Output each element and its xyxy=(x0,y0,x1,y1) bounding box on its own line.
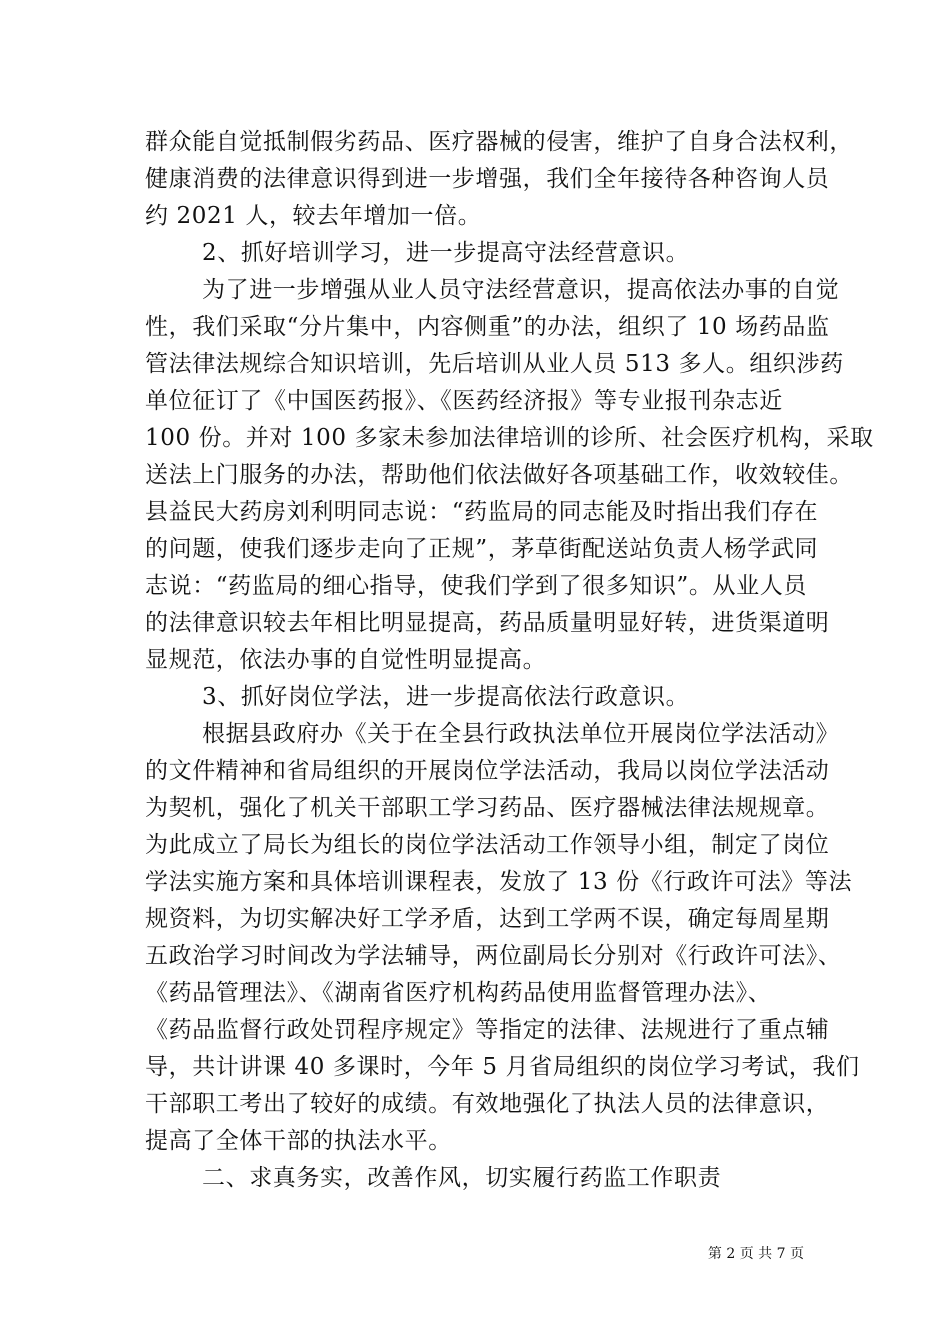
text-line: 约 2021 人，较去年增加一倍。 xyxy=(145,203,482,229)
text-line: 管法律法规综合知识培训，先后培训从业人员 513 多人。组织涉药 xyxy=(145,351,844,377)
text-line: 干部职工考出了较好的成绩。有效地强化了执法人员的法律意识， xyxy=(145,1091,830,1117)
text-line: 学法实施方案和具体培训课程表，发放了 13 份《行政许可法》等法 xyxy=(145,869,853,895)
text-line: 《药品监督行政处罚程序规定》等指定的法律、法规进行了重点辅 xyxy=(145,1017,830,1043)
text-line: 群众能自觉抵制假劣药品、医疗器械的侵害，维护了自身合法权利， xyxy=(145,129,853,155)
text-line: 健康消费的法律意识得到进一步增强，我们全年接待各种咨询人员 xyxy=(145,166,830,192)
text-line: 送法上门服务的办法，帮助他们依法做好各项基础工作，收效较佳。 xyxy=(145,462,853,488)
text-line: 志说：“药监局的细心指导，使我们学到了很多知识”。从业人员 xyxy=(145,573,807,599)
document-body xyxy=(145,124,874,1197)
text-line: 的法律意识较去年相比明显提高，药品质量明显好转，进货渠道明 xyxy=(145,610,830,636)
text-line: 3、抓好岗位学法，进一步提高依法行政意识。 xyxy=(202,684,690,710)
text-line: 导，共计讲课 40 多课时，今年 5 月省局组织的岗位学习考试，我们 xyxy=(145,1054,860,1080)
text-line: 《药品管理法》、《湖南省医疗机构药品使用监督管理办法》、 xyxy=(145,980,772,1006)
text-line: 的文件精神和省局组织的开展岗位学法活动，我局以岗位学法活动 xyxy=(145,758,830,784)
text-line: 二、求真务实，改善作风，切实履行药监工作职责 xyxy=(202,1165,722,1191)
text-line: 单位征订了《中国医药报》、《医药经济报》等专业报刊杂志近 xyxy=(145,388,783,414)
text-line: 提高了全体干部的执法水平。 xyxy=(145,1128,452,1154)
text-line: 根据县政府办《关于在全县行政执法单位开展岗位学法活动》 xyxy=(202,721,840,747)
text-line: 为了进一步增强从业人员守法经营意识，提高依法办事的自觉 xyxy=(202,277,840,303)
text-line: 为契机，强化了机关干部职工学习药品、医疗器械法律法规规章。 xyxy=(145,795,830,821)
page-number-footer: 第 2 页 共 7 页 xyxy=(707,1246,804,1262)
text-line: 为此成立了局长为组长的岗位学法活动工作领导小组，制定了岗位 xyxy=(145,832,830,858)
text-line: 规资料，为切实解决好工学矛盾，达到工学两不误，确定每周星期 xyxy=(145,906,830,932)
text-line: 五政治学习时间改为学法辅导，两位副局长分别对《行政许可法》、 xyxy=(145,943,842,969)
text-line: 性，我们采取“分片集中，内容侧重”的办法，组织了 10 场药品监 xyxy=(145,314,830,340)
text-line: 县益民大药房刘利明同志说：“药监局的同志能及时指出我们存在 xyxy=(145,499,819,525)
text-line: 显规范，依法办事的自觉性明显提高。 xyxy=(145,647,547,673)
text-line: 的问题，使我们逐步走向了正规”，茅草街配送站负责人杨学武同 xyxy=(145,536,819,562)
text-line: 2、抓好培训学习，进一步提高守法经营意识。 xyxy=(202,240,690,266)
text-line: 100 份。并对 100 多家未参加法律培训的诊所、社会医疗机构，采取 xyxy=(145,425,874,451)
